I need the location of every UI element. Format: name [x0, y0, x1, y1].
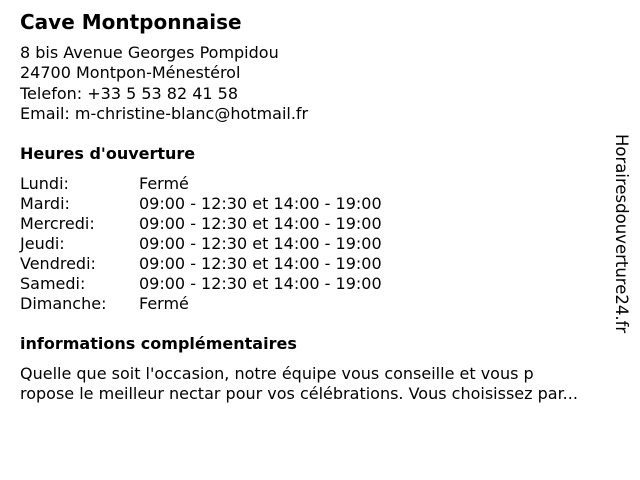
day-label: Mercredi: [20, 214, 95, 233]
watermark-text: Horairesdouverture24.fr [612, 134, 631, 334]
day-hours: 09:00 - 12:30 et 14:00 - 19:00 [139, 214, 382, 233]
day-hours: 09:00 - 12:30 et 14:00 - 19:00 [139, 274, 382, 293]
day-hours: Fermé [139, 174, 189, 193]
day-hours: 09:00 - 12:30 et 14:00 - 19:00 [139, 234, 382, 253]
info-heading: informations complémentaires [20, 334, 297, 353]
info-line-2: ropose le meilleur nectar pour vos célébrations. Vous choisissez par... [20, 384, 578, 403]
address-line-1: 8 bis Avenue Georges Pompidou [20, 43, 279, 62]
day-hours: 09:00 - 12:30 et 14:00 - 19:00 [139, 254, 382, 273]
contact-block [20, 43, 308, 124]
day-hours: 09:00 - 12:30 et 14:00 - 19:00 [139, 194, 382, 213]
day-label: Mardi: [20, 194, 70, 213]
info-line-1: Quelle que soit l'occasion, notre équipe vous conseille et vous p [20, 364, 534, 383]
day-label: Samedi: [20, 274, 86, 293]
info-description [20, 364, 630, 404]
day-label: Lundi: [20, 174, 69, 193]
email-line: Email: m-christine-blanc@hotmail.fr [20, 103, 309, 123]
address-line-2: 24700 Montpon-Ménestérol [20, 63, 241, 83]
hours-heading: Heures d'ouverture [20, 144, 196, 163]
day-hours: Fermé [139, 294, 189, 313]
phone-line: Telefon: +33 5 53 82 41 58 [20, 83, 239, 103]
site-watermark [612, 134, 634, 344]
day-label: Dimanche: [20, 294, 107, 313]
day-label: Jeudi: [20, 234, 65, 253]
day-label: Vendredi: [20, 254, 96, 273]
business-name: Cave Montponnaise [20, 10, 242, 34]
